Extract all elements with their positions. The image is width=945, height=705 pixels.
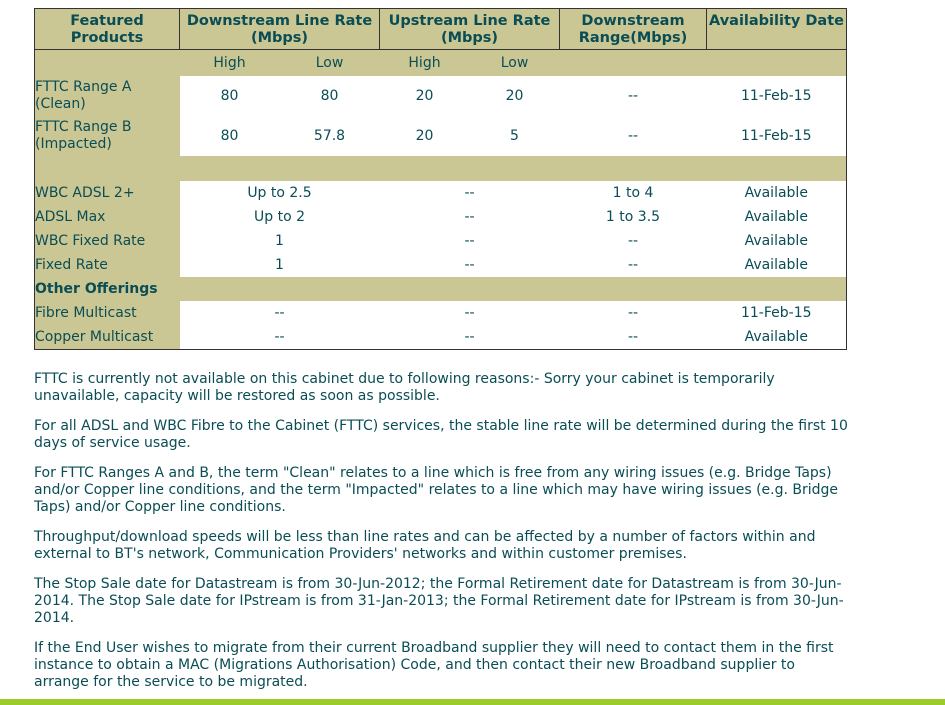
upstream-rate: -- <box>380 301 560 325</box>
upstream-low: 5 <box>470 116 560 156</box>
note-fttc-unavailable: FTTC is currently not available on this cabinet due to following reasons:- Sorry your cabinet is temporarily unavailable, capacity will be restored as soon as possible. <box>34 371 775 404</box>
availability-date: Available <box>707 181 847 205</box>
downstream-rate: 1 <box>180 253 380 277</box>
downstream-range: -- <box>560 229 707 253</box>
product-name: FTTC Range A (Clean) <box>35 76 180 116</box>
upstream-rate: -- <box>380 253 560 277</box>
downstream-high: 80 <box>180 76 280 116</box>
downstream-rate: -- <box>180 301 380 325</box>
subheader-up-low: Low <box>470 50 560 77</box>
availability-date: Available <box>707 229 847 253</box>
downstream-low: 80 <box>280 76 380 116</box>
table-row <box>35 229 847 253</box>
table-row <box>35 181 847 205</box>
downstream-rate: -- <box>180 325 380 350</box>
subheader-down-high: High <box>180 50 280 77</box>
product-name: Fixed Rate <box>35 253 180 277</box>
downstream-range: -- <box>560 325 707 350</box>
downstream-range: -- <box>560 76 707 116</box>
table-row <box>35 253 847 277</box>
table-row <box>35 301 847 325</box>
downstream-high: 80 <box>180 116 280 156</box>
product-name: ADSL Max <box>35 205 180 229</box>
broadband-availability-table <box>34 8 847 350</box>
downstream-range: 1 to 3.5 <box>560 205 707 229</box>
subheader-empty <box>35 50 180 77</box>
table-row <box>35 76 847 116</box>
subheader-down-low: Low <box>280 50 380 77</box>
table-row <box>35 205 847 229</box>
subheader-row <box>35 50 847 77</box>
table-row <box>35 325 847 350</box>
subheader-up-high: High <box>380 50 470 77</box>
broadband-table-container <box>34 8 846 350</box>
upstream-rate: -- <box>380 205 560 229</box>
notes-section <box>34 371 849 704</box>
upstream-high: 20 <box>380 116 470 156</box>
other-offerings-heading-row <box>35 277 847 301</box>
downstream-range: 1 to 4 <box>560 181 707 205</box>
header-downstream-line-rate: Downstream Line Rate (Mbps) <box>180 9 380 50</box>
table-header-row <box>35 9 847 50</box>
availability-date: Available <box>707 253 847 277</box>
availability-date: Available <box>707 325 847 350</box>
separator-cell <box>35 156 847 181</box>
note-throughput: Throughput/download speeds will be less than line rates and can be affected by a number of factors within and external to BT's network, Communication Providers' networks and within customer premises. <box>34 529 816 562</box>
header-downstream-range: Downstream Range(Mbps) <box>560 9 707 50</box>
downstream-range: -- <box>560 301 707 325</box>
downstream-range: -- <box>560 116 707 156</box>
separator-row <box>35 156 847 181</box>
product-name: Fibre Multicast <box>35 301 180 325</box>
header-upstream-line-rate: Upstream Line Rate (Mbps) <box>380 9 560 50</box>
bottom-accent-bar <box>0 699 945 705</box>
note-stop-sale: The Stop Sale date for Datastream is from 30-Jun-2012; the Formal Retirement date for Datastream is from 30-Jun-2014. The Stop Sale date for IPstream is from 31-Jan-2013; the Formal Retirement date for IPstream is from 30-Jun-2014. <box>34 576 844 626</box>
other-offerings-heading: Other Offerings <box>35 277 847 301</box>
availability-date: 11-Feb-15 <box>707 301 847 325</box>
availability-date: Available <box>707 205 847 229</box>
product-name: Copper Multicast <box>35 325 180 350</box>
downstream-rate: Up to 2 <box>180 205 380 229</box>
header-availability-date: Availability Date <box>707 9 847 50</box>
product-name: WBC ADSL 2+ <box>35 181 180 205</box>
product-name: WBC Fixed Rate <box>35 229 180 253</box>
availability-date: 11-Feb-15 <box>707 76 847 116</box>
note-migration: If the End User wishes to migrate from their current Broadband supplier they will need to contact them in the first instance to obtain a MAC (Migrations Authorisation) Code, and then contact their new Broadband supplier to arrange for the service to be migrated. <box>34 640 834 690</box>
header-featured-products: Featured Products <box>35 9 180 50</box>
upstream-rate: -- <box>380 181 560 205</box>
upstream-rate: -- <box>380 325 560 350</box>
downstream-low: 57.8 <box>280 116 380 156</box>
availability-date: 11-Feb-15 <box>707 116 847 156</box>
note-clean-impacted: For FTTC Ranges A and B, the term "Clean" relates to a line which is free from any wiring issues (e.g. Bridge Taps) and/or Copper line conditions, and the term "Impacted" relates to a line which may have wiring issues (e.g. Bridge Taps) and/or Copper line conditions. <box>34 465 839 515</box>
downstream-rate: Up to 2.5 <box>180 181 380 205</box>
note-stable-line-rate: For all ADSL and WBC Fibre to the Cabinet (FTTC) services, the stable line rate will be determined during the first 10 days of service usage. <box>34 418 848 451</box>
downstream-rate: 1 <box>180 229 380 253</box>
downstream-range: -- <box>560 253 707 277</box>
upstream-rate: -- <box>380 229 560 253</box>
table-row <box>35 116 847 156</box>
subheader-empty <box>560 50 707 77</box>
upstream-low: 20 <box>470 76 560 116</box>
subheader-empty <box>707 50 847 77</box>
upstream-high: 20 <box>380 76 470 116</box>
product-name: FTTC Range B (Impacted) <box>35 116 180 156</box>
